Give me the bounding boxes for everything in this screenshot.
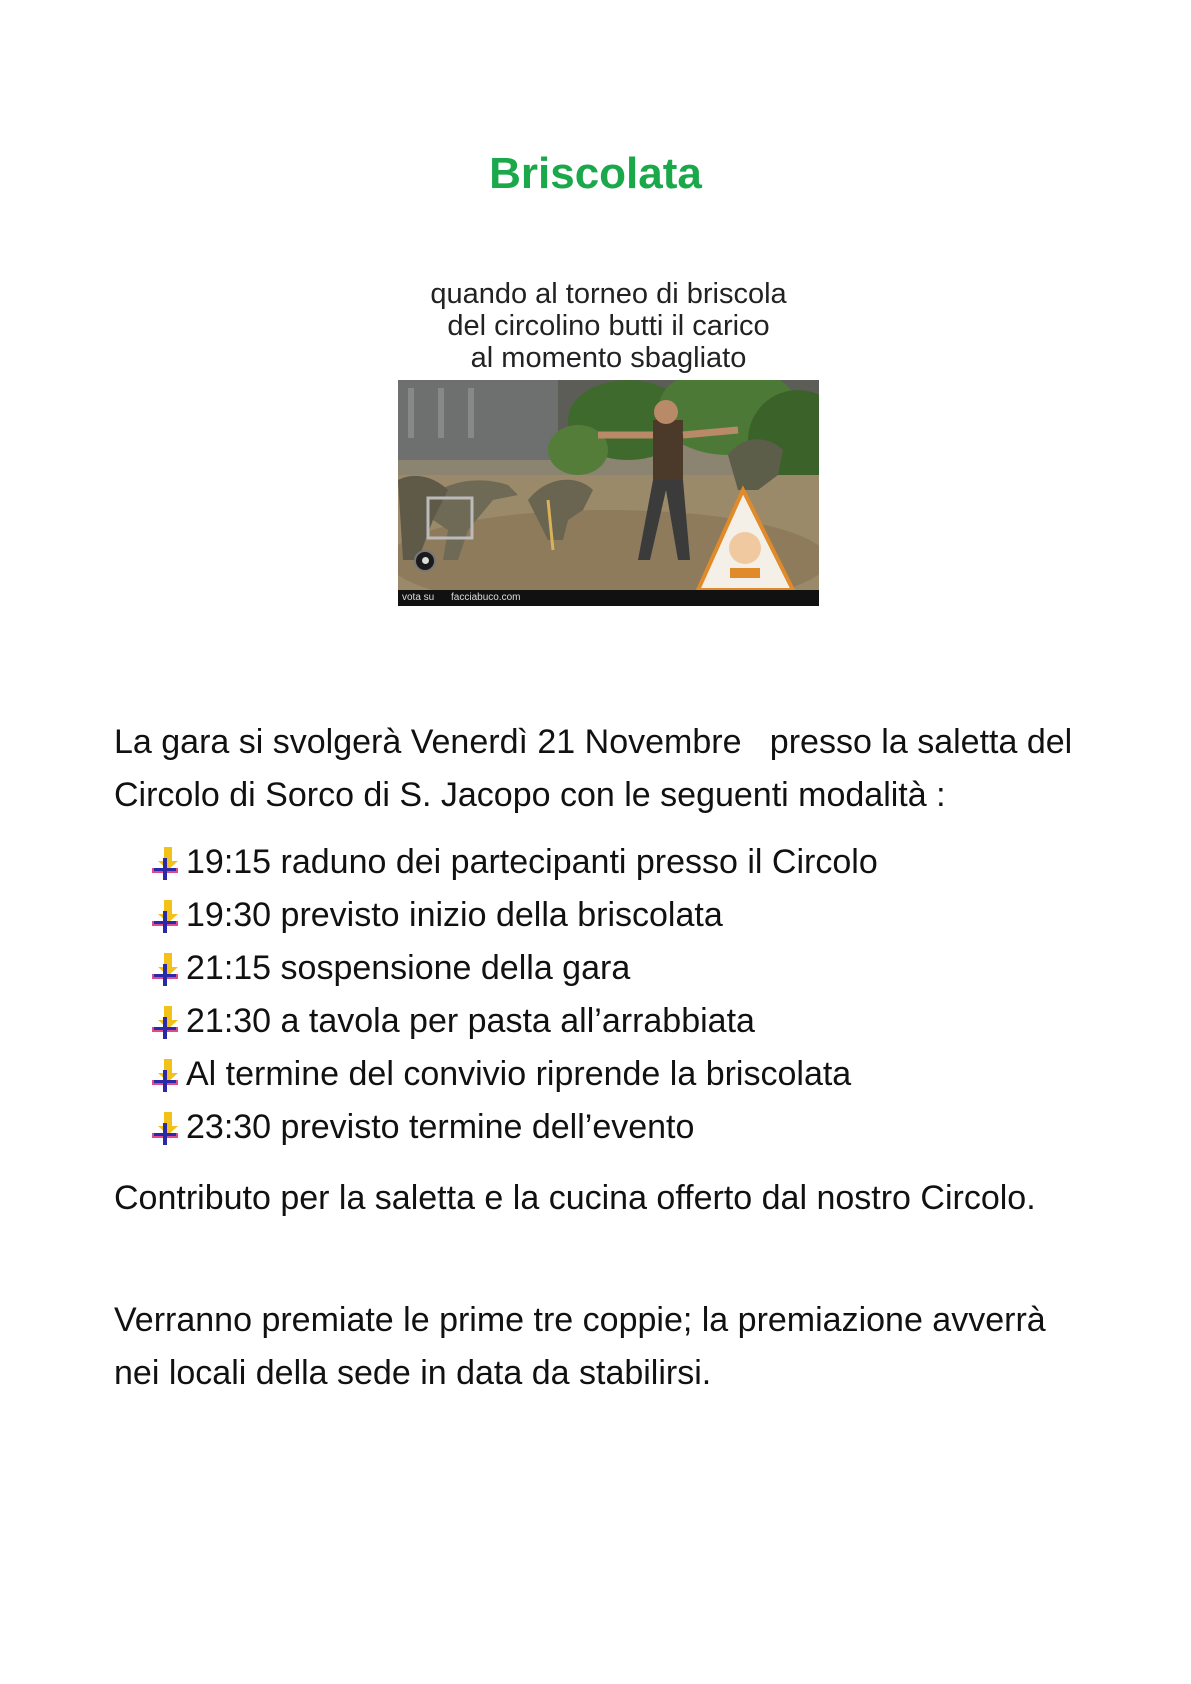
meme-caption-line: quando al torneo di briscola	[430, 278, 787, 310]
contribution-paragraph: Contributo per la saletta e la cucina offerto dal nostro Circolo.	[114, 1179, 1036, 1217]
list-item	[150, 942, 1100, 995]
meme-caption	[398, 274, 819, 380]
schedule-text: 21:30 a tavola per pasta all’arrabbiata	[186, 1002, 755, 1040]
schedule-text: 19:30 previsto inizio della briscolata	[186, 896, 723, 934]
prizes-paragraph: Verranno premiate le prime tre coppie; la premiazione avverrà nei locali della sede in data da stabilirsi.	[114, 1301, 1046, 1392]
list-item	[150, 836, 1100, 889]
arrow-down-plus-bullet-icon	[150, 846, 186, 880]
list-item	[150, 1048, 1100, 1101]
schedule-text: 21:15 sospensione della gara	[186, 949, 631, 987]
arrow-down-plus-bullet-icon	[150, 1005, 186, 1039]
watermark-site: facciabuco.com	[451, 592, 521, 603]
intro-paragraph: La gara si svolgerà Venerdì 21 Novembre presso la saletta del Circolo di Sorco di S. Jacopo con le seguenti modalità :	[114, 723, 1082, 814]
list-item	[150, 889, 1100, 942]
schedule-text: Al termine del convivio riprende la briscolata	[186, 1055, 852, 1093]
meme-watermark	[398, 590, 819, 606]
arrow-down-plus-bullet-icon	[150, 899, 186, 933]
schedule-list	[150, 836, 1100, 1154]
list-item	[150, 1101, 1100, 1154]
list-item	[150, 995, 1100, 1048]
meme-photo	[398, 380, 819, 606]
watermark-vote-label: vota su	[402, 592, 435, 603]
schedule-text: 23:30 previsto termine dell’evento	[186, 1108, 695, 1146]
meme-caption-line: del circolino butti il carico	[447, 310, 770, 342]
meme-image	[398, 274, 819, 606]
page-title: Briscolata	[489, 149, 702, 198]
arrow-down-plus-bullet-icon	[150, 1058, 186, 1092]
arrow-down-plus-bullet-icon	[150, 1111, 186, 1145]
meme-caption-line: al momento sbagliato	[470, 342, 747, 374]
schedule-text: 19:15 raduno dei partecipanti presso il Circolo	[186, 843, 878, 881]
user-icon	[414, 550, 436, 572]
arrow-down-plus-bullet-icon	[150, 952, 186, 986]
